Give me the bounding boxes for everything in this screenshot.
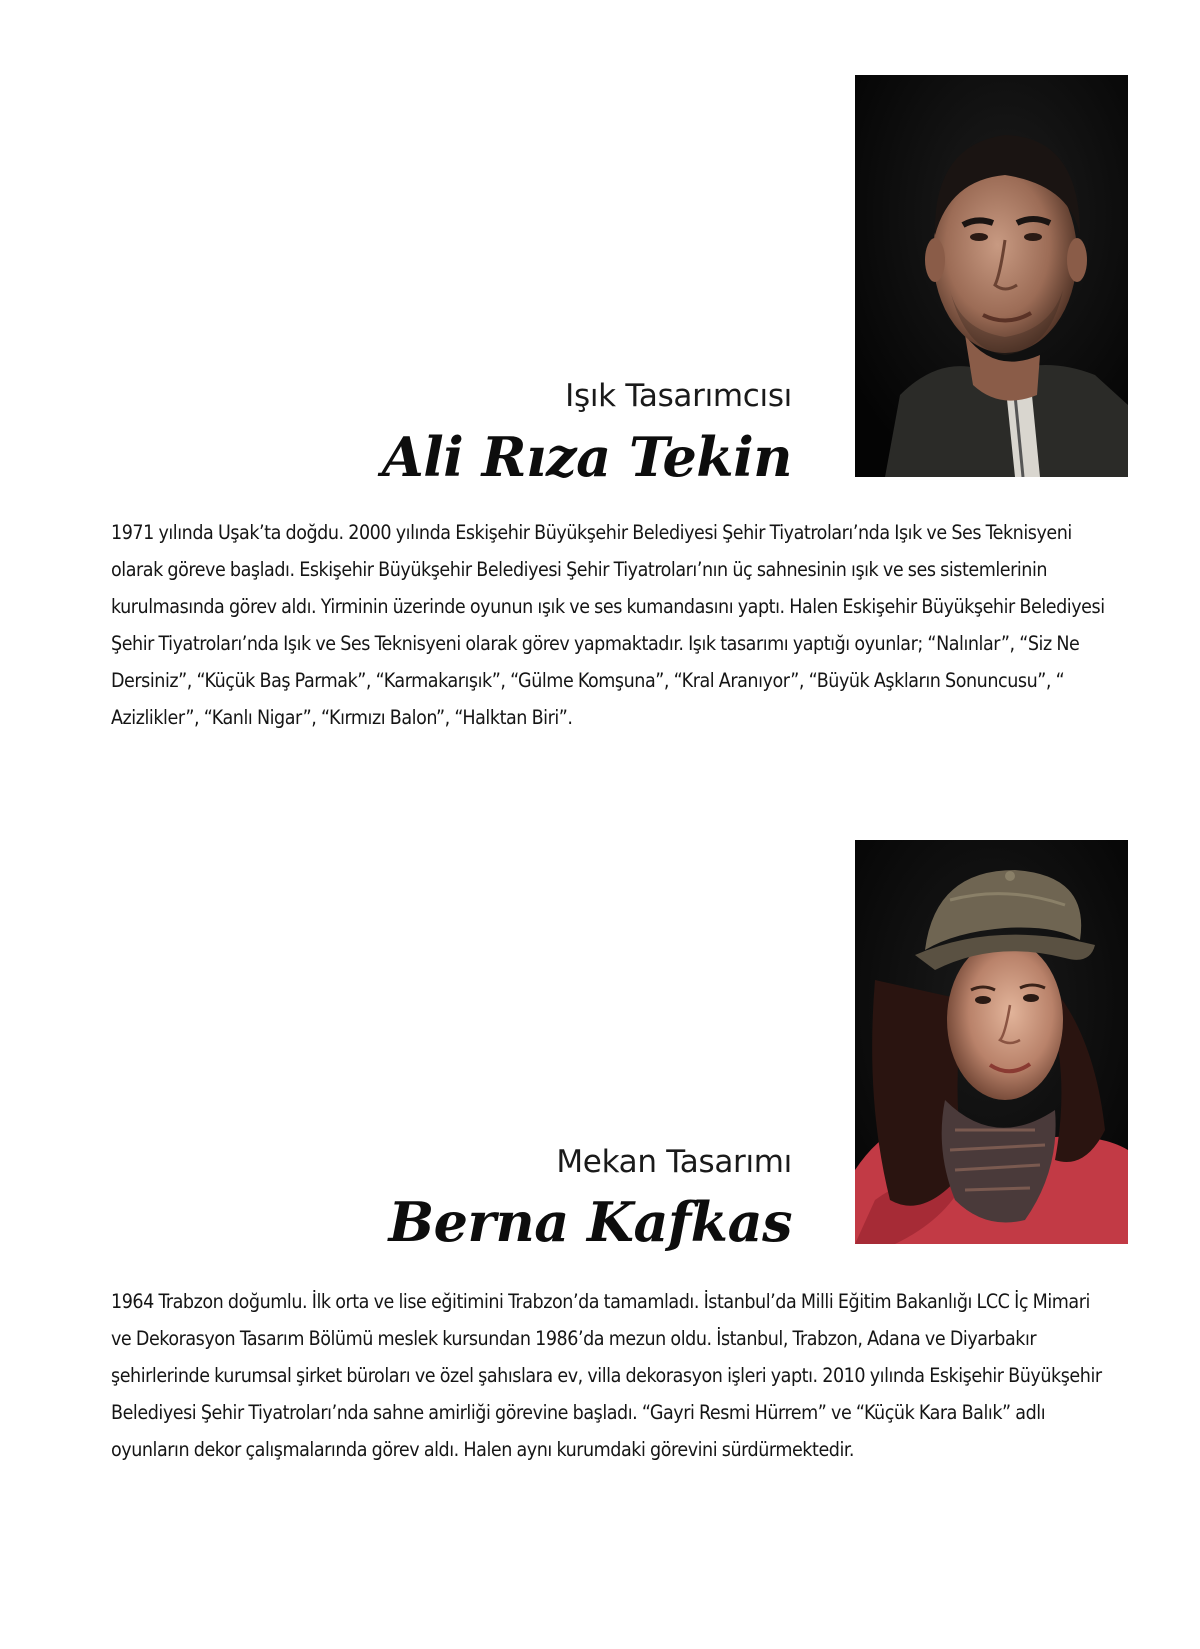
role-title: Mekan Tasarımı <box>556 1144 792 1180</box>
role-title: Işık Tasarımcısı <box>565 378 792 414</box>
biography-text: 1971 yılında Uşak’ta doğdu. 2000 yılında Eskişehir Büyükşehir Belediyesi Şehir Tiyatroları’nda Işık ve Ses Teknisyeni olarak göreve başladı. Eskişehir Büyükşehir Belediyesi Şehir Tiyatroları’nın üç sahnesinin ışık ve ses sistemlerinin kurulmasında görev aldı. Yirminin üzerinde oyunun ışık ve ses kumandasını yaptı. Halen Eskişehir Büyükşehir Belediyesi Şehir Tiyatroları’nda Işık ve Ses Teknisyeni olarak görev yapmaktadır. Işık tasarımı yaptığı oyunlar; “Nalınlar”, “Siz Ne Dersiniz”, “Küçük Baş Parmak”, “Karmakarışık”, “Gülme Komşuna”, “Kral Aranıyor”, “Büyük Aşkların Sonuncusu”, “ Azizlikler”, “Kanlı Nigar”, “Kırmızı Balon”, “Halktan Biri”. <box>111 521 1105 729</box>
portrait-man-photo <box>855 75 1128 477</box>
portrait-woman-photo <box>855 840 1128 1244</box>
person-name: Berna Kafkas <box>388 1190 792 1254</box>
biography-text: 1964 Trabzon doğumlu. İlk orta ve lise eğitimini Trabzon’da tamamladı. İstanbul’da Milli Eğitim Bakanlığı LCC İç Mimari ve Dekorasyon Tasarım Bölümü meslek kursundan 1986’da mezun oldu. İstanbul, Trabzon, Adana ve Diyarbakır şehirlerinde kurumsal şirket büroları ve özel şahıslara ev, villa dekorasyon işleri yaptı. 2010 yılında Eskişehir Büyükşehir Belediyesi Şehir Tiyatroları’nda sahne amirliği görevine başladı. “Gayri Resmi Hürrem” ve “Küçük Kara Balık” adlı oyunların dekor çalışmalarında görev aldı. Halen aynı kurumdaki görevini sürdürmektedir. <box>111 1290 1102 1461</box>
person-name: Ali Rıza Tekin <box>381 425 792 489</box>
